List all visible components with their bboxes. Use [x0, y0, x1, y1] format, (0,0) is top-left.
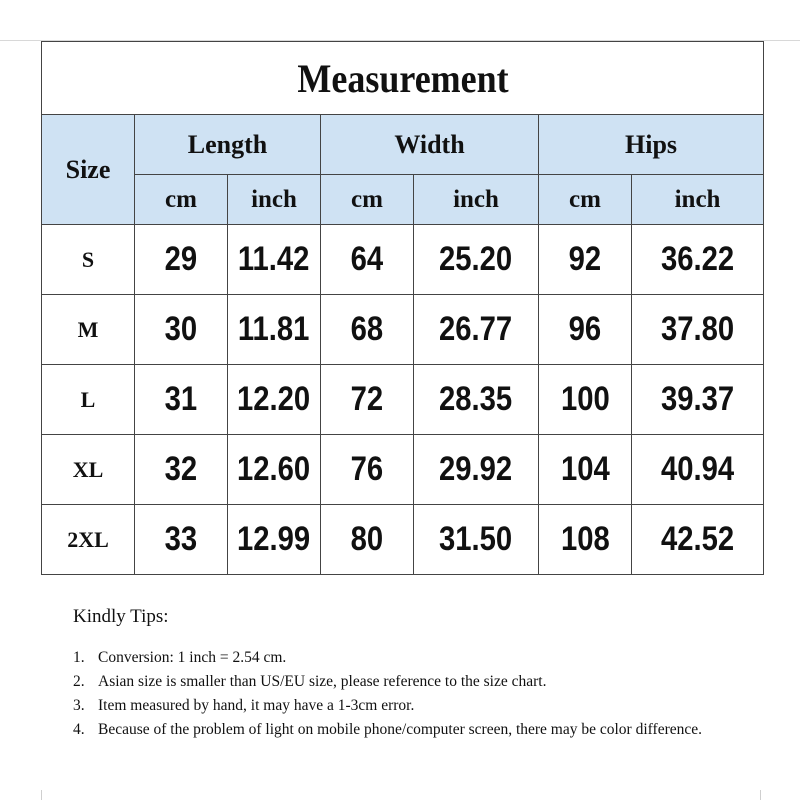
- width-cm-cell: [321, 295, 414, 365]
- width-inch-cell: [414, 365, 539, 435]
- hips-cm-cell: [539, 295, 632, 365]
- size-label: L: [42, 365, 135, 435]
- length-cm-cell: [135, 435, 228, 505]
- tip-item: [73, 694, 753, 718]
- cell-value: 28.35: [439, 380, 513, 418]
- size-label: XL: [42, 435, 135, 505]
- width-cm-header: cm: [321, 175, 414, 225]
- group-header-row: [42, 115, 764, 175]
- cell-value: 40.94: [660, 450, 735, 488]
- length-inch-cell: [228, 295, 321, 365]
- length-inch-cell: [228, 505, 321, 575]
- cell-value: 31: [164, 380, 198, 418]
- cell-value: 32: [164, 450, 198, 488]
- table-row: [42, 505, 764, 575]
- size-label: S: [42, 225, 135, 295]
- cell-value: 12.60: [237, 450, 311, 488]
- width-inch-cell: [414, 505, 539, 575]
- cell-value: 31.50: [439, 520, 513, 558]
- hips-inch-cell: [632, 435, 764, 505]
- length-cm-cell: [135, 365, 228, 435]
- tip-text: Item measured by hand, it may have a 1-3cm error.: [98, 697, 415, 714]
- width-inch-cell: [414, 225, 539, 295]
- width-inch-header: inch: [414, 175, 539, 225]
- width-cm-cell: [321, 365, 414, 435]
- cell-value: 39.37: [660, 380, 735, 418]
- table-row: [42, 295, 764, 365]
- table-row: [42, 225, 764, 295]
- cell-value: 36.22: [660, 240, 735, 278]
- width-header: Width: [321, 115, 539, 175]
- cell-value: 108: [560, 520, 610, 558]
- hips-cm-cell: [539, 225, 632, 295]
- cell-value: 29.92: [439, 450, 513, 488]
- title-row: [42, 42, 764, 115]
- width-cm-cell: [321, 435, 414, 505]
- cell-value: 12.99: [237, 520, 311, 558]
- hips-cm-cell: [539, 365, 632, 435]
- length-inch-cell: [228, 365, 321, 435]
- cell-value: 64: [350, 240, 384, 278]
- table-row: [42, 365, 764, 435]
- cell-value: 96: [568, 310, 602, 348]
- length-inch-header: inch: [228, 175, 321, 225]
- hips-inch-cell: [632, 365, 764, 435]
- table-row: [42, 435, 764, 505]
- cell-value: 26.77: [439, 310, 513, 348]
- table-title: Measurement: [296, 55, 509, 101]
- cell-value: 12.20: [237, 380, 311, 418]
- cell-value: 11.42: [238, 240, 310, 278]
- cell-value: 37.80: [660, 310, 735, 348]
- cell-value: 100: [560, 380, 610, 418]
- length-cm-cell: [135, 225, 228, 295]
- length-inch-cell: [228, 225, 321, 295]
- tips-title: Kindly Tips:: [73, 606, 169, 627]
- hips-inch-cell: [632, 295, 764, 365]
- tip-item: [73, 646, 753, 670]
- table-title-cell: [78, 42, 728, 115]
- length-cm-cell: [135, 505, 228, 575]
- hips-inch-cell: [632, 505, 764, 575]
- size-chart-table: [41, 41, 764, 575]
- hips-header: Hips: [539, 115, 764, 175]
- tip-text: Conversion: 1 inch = 2.54 cm.: [98, 649, 287, 666]
- cell-value: 33: [164, 520, 198, 558]
- tip-item: [73, 670, 753, 694]
- tip-text: Because of the problem of light on mobile phone/computer screen, there may be color difference.: [98, 721, 702, 738]
- size-label: 2XL: [42, 505, 135, 575]
- cell-value: 25.20: [439, 240, 513, 278]
- left-edge-mark: [41, 790, 42, 800]
- cell-value: 11.81: [238, 310, 310, 348]
- size-header: Size: [42, 115, 135, 225]
- unit-header-row: [42, 175, 764, 225]
- cell-value: 68: [350, 310, 384, 348]
- hips-cm-cell: [539, 505, 632, 575]
- hips-cm-header: cm: [539, 175, 632, 225]
- length-cm-cell: [135, 295, 228, 365]
- tip-number: 3.: [73, 697, 85, 714]
- width-inch-cell: [414, 295, 539, 365]
- hips-inch-cell: [632, 225, 764, 295]
- cell-value: 104: [560, 450, 610, 488]
- hips-cm-cell: [539, 435, 632, 505]
- right-edge-mark: [760, 790, 761, 800]
- cell-value: 29: [164, 240, 198, 278]
- tip-number: 2.: [73, 673, 85, 690]
- tip-text: Asian size is smaller than US/EU size, please reference to the size chart.: [98, 673, 547, 690]
- length-cm-header: cm: [135, 175, 228, 225]
- tip-number: 4.: [73, 721, 85, 738]
- cell-value: 30: [164, 310, 198, 348]
- cell-value: 72: [350, 380, 384, 418]
- cell-value: 80: [350, 520, 384, 558]
- width-cm-cell: [321, 505, 414, 575]
- size-label: M: [42, 295, 135, 365]
- tip-item: [73, 718, 753, 742]
- kindly-tips: [73, 606, 753, 742]
- length-header: Length: [135, 115, 321, 175]
- cell-value: 76: [350, 450, 384, 488]
- hips-inch-header: inch: [632, 175, 764, 225]
- cell-value: 42.52: [660, 520, 735, 558]
- tips-list: [73, 646, 753, 742]
- tip-number: 1.: [73, 649, 85, 666]
- width-inch-cell: [414, 435, 539, 505]
- cell-value: 92: [568, 240, 602, 278]
- width-cm-cell: [321, 225, 414, 295]
- length-inch-cell: [228, 435, 321, 505]
